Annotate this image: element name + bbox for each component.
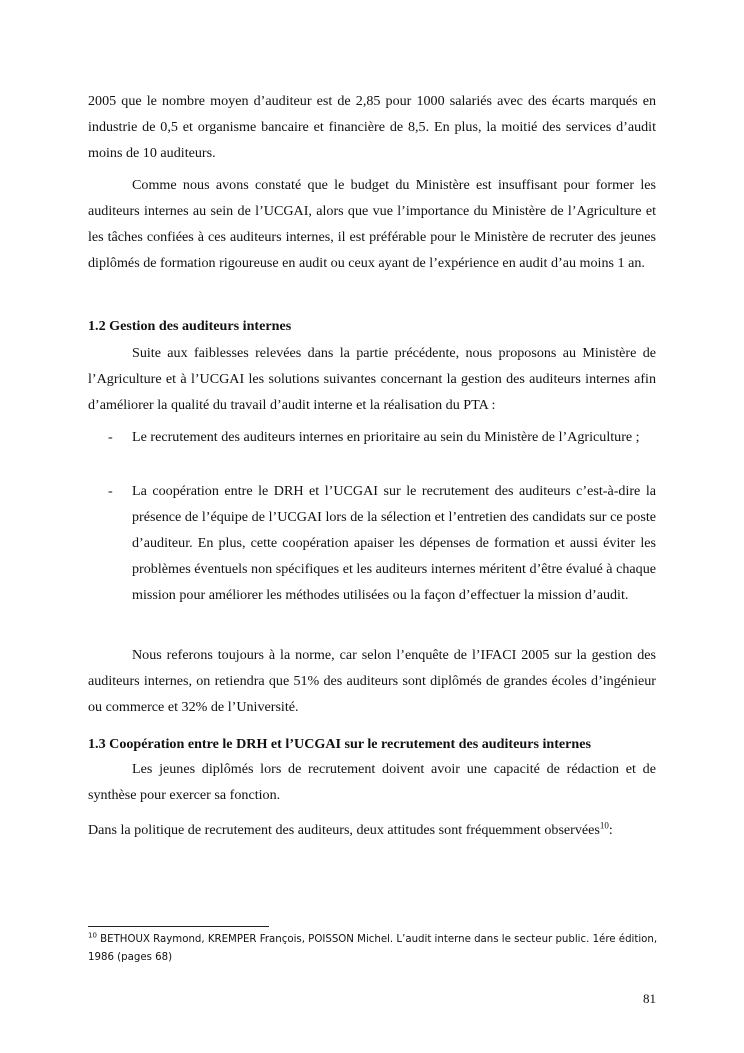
footnote-number: 10	[88, 931, 97, 940]
section-heading-1-2: 1.2 Gestion des auditeurs internes	[88, 318, 292, 334]
section-heading-1-3: 1.3 Coopération entre le DRH et l’UCGAI sur le recrutement des auditeurs internes	[88, 736, 591, 752]
paragraph-norm	[88, 642, 656, 720]
footnote-reference[interactable]: 10	[599, 820, 609, 831]
paragraph-text: Comme nous avons constaté que le budget du Ministère est insuffisant pour former les auditeurs internes au sein de l’UCGAI, alors que vue l’importance du Ministère de l’Agriculture et les tâches confiées à ces auditeurs internes, il est préférable pour le Ministère de recruter des jeunes diplômés de formation rigoureuse en audit ou ceux ayant de l’expérience en audit d’au moins 1 an.	[88, 177, 656, 271]
bullet-marker: -	[108, 429, 113, 445]
paragraph-text	[88, 817, 656, 843]
paragraph-text: Suite aux faiblesses relevées dans la partie précédente, nous proposons au Ministère de l’Agriculture et à l’UCGAI les solutions suivantes concernant la gestion des auditeurs internes afin d’améliorer la qualité du travail d’audit interne et la réalisation du PTA :	[88, 345, 656, 413]
paragraph-text: Nous referons toujours à la norme, car selon l’enquête de l’IFACI 2005 sur la gestion des auditeurs internes, on retiendra que 51% des auditeurs sont diplômés de grandes écoles d’ingénieur ou commerce et 32% de l’Université.	[88, 647, 656, 715]
bullet-marker: -	[108, 483, 113, 499]
paragraph-budget	[88, 172, 656, 276]
paragraph-text: 2005 que le nombre moyen d’auditeur est de 2,85 pour 1000 salariés avec des écarts marqués en industrie de 0,5 et organisme bancaire et financière de 8,5. En plus, la moitié des services d’audit moins de 10 auditeurs.	[88, 93, 656, 161]
list-item	[108, 424, 656, 450]
list-item-text: Le recrutement des auditeurs internes en prioritaire au sein du Ministère de l’Agriculture ;	[132, 429, 640, 445]
list-item-text: La coopération entre le DRH et l’UCGAI sur le recrutement des auditeurs c’est-à-dire la présence de l’équipe de l’UCGAI lors de la sélection et l’entretien des candidats sur ce poste d’auditeur. En plus, cette coopération apaiser les dépenses de formation et aussi éviter les problèmes éventuels non spécifiques et les auditeurs internes méritent d’être évalué à chaque mission pour améliorer les méthodes utilisées ou la façon d’effectuer la mission d’audit.	[132, 483, 656, 603]
footnote-separator	[88, 926, 269, 927]
paragraph-policy	[88, 817, 656, 843]
list-item	[108, 478, 656, 608]
paragraph-proposals	[88, 340, 656, 418]
paragraph-text-end: :	[608, 822, 613, 838]
footnote-text: BETHOUX Raymond, KREMPER François, POISSON Michel. L’audit interne dans le secteur public. 1ére édition, 1986 (pages 68)	[88, 934, 658, 963]
footnote	[88, 931, 660, 967]
paragraph-intro	[88, 88, 656, 166]
page-number: 81	[643, 991, 656, 1006]
paragraph-text: Les jeunes diplômés lors de recrutement doivent avoir une capacité de rédaction et de synthèse pour exercer sa fonction.	[88, 761, 656, 803]
paragraph-young-graduates	[88, 756, 656, 808]
paragraph-text-main: Dans la politique de recrutement des auditeurs, deux attitudes sont fréquemment observées	[88, 822, 600, 838]
